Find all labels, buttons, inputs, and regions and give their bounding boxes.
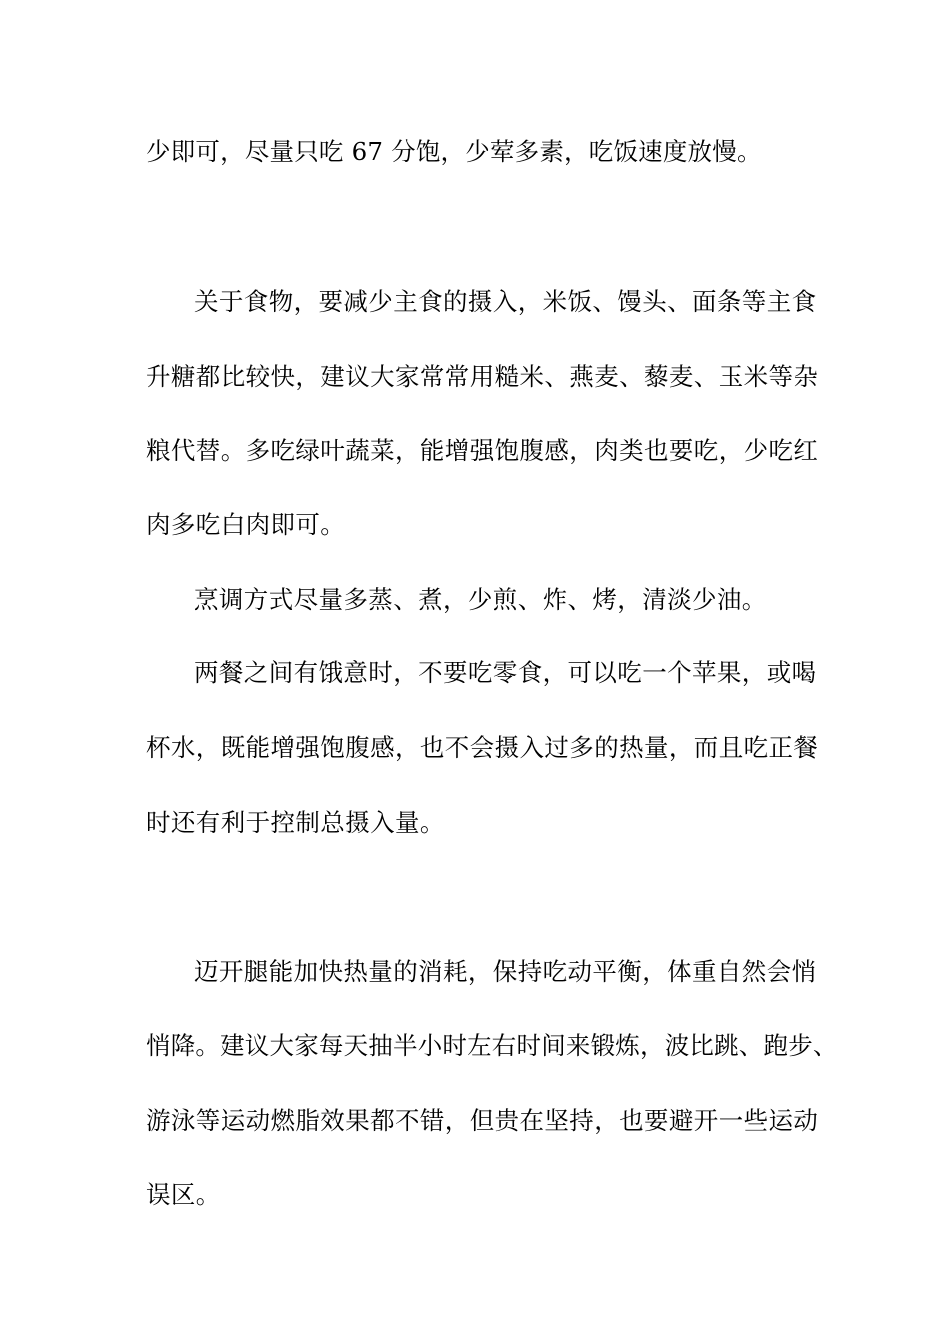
text-line: 粮代替。多吃绿叶蔬菜，能增强饱腹感，肉类也要吃，少吃红 — [146, 436, 819, 465]
text-line: 烹调方式尽量多蒸、煮，少煎、炸、烤，清淡少油。 — [194, 585, 767, 614]
text-line: 关于食物，要减少主食的摄入，米饭、馒头、面条等主食 — [194, 287, 817, 316]
text-line: 肉多吃白肉即可。 — [146, 510, 346, 539]
text-line: 两餐之间有饿意时，不要吃零食，可以吃一个苹果，或喝 — [194, 658, 817, 687]
text-line: 游泳等运动燃脂效果都不错，但贵在坚持，也要避开一些运动 — [146, 1106, 819, 1135]
text-line: 少即可，尽量只吃 67 分饱，少荤多素，吃饭速度放慢。 — [146, 137, 762, 166]
text-line: 杯水，既能增强饱腹感，也不会摄入过多的热量，而且吃正餐 — [146, 733, 819, 762]
text-line: 升糖都比较快，建议大家常常用糙米、燕麦、藜麦、玉米等杂 — [146, 362, 819, 391]
text-line: 迈开腿能加快热量的消耗，保持吃动平衡，体重自然会悄 — [194, 957, 817, 986]
text-line: 时还有利于控制总摄入量。 — [146, 808, 445, 837]
text-line: 误区。 — [146, 1180, 221, 1209]
text-line: 悄降。建议大家每天抽半小时左右时间来锻炼，波比跳、跑步、 — [146, 1031, 838, 1060]
